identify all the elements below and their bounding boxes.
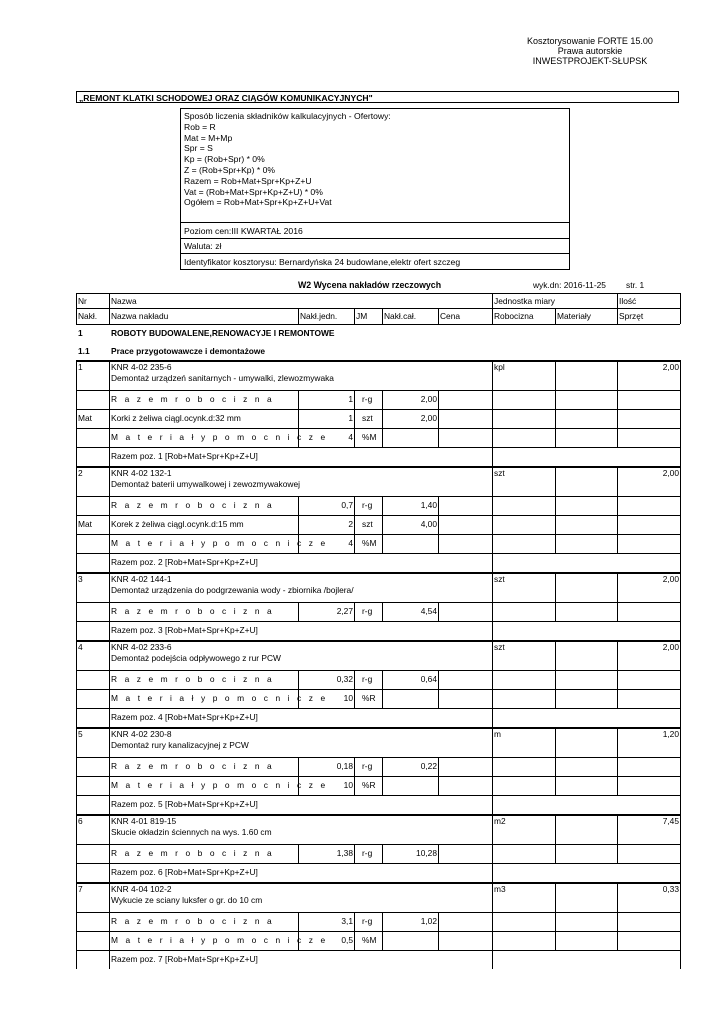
resource-name: R a z e m r o b o c i z n a — [111, 500, 275, 510]
column-line — [382, 670, 383, 708]
resource-row-line — [76, 428, 680, 429]
resource-jm: r-g — [362, 848, 373, 858]
table-border — [76, 308, 680, 309]
column-line — [298, 757, 299, 795]
summary-row-line — [76, 447, 680, 448]
column-line — [382, 496, 383, 553]
resource-name: M a t e r i a ł y p o m o c n i c z e — [111, 935, 328, 945]
column-line — [617, 670, 618, 708]
resource-jm: r-g — [362, 394, 373, 404]
position-code: KNR 4-02 233-6 — [111, 642, 172, 652]
column-line — [555, 670, 556, 708]
resource-row-line — [76, 515, 680, 516]
column-line — [76, 727, 77, 814]
currency: Waluta: zł — [184, 241, 222, 251]
position-number: 6 — [78, 816, 83, 826]
position-description: Demontaż podejścia odpływowego z rur PCW — [111, 653, 281, 663]
column-line — [617, 496, 618, 553]
table-border — [76, 324, 680, 325]
col-name: Nazwa — [111, 296, 137, 306]
column-line — [617, 640, 618, 670]
resource-unit-norm: 0,7 — [341, 500, 353, 510]
column-line — [438, 844, 439, 863]
resource-name: R a z e m r o b o c i z n a — [111, 761, 275, 771]
column-line — [680, 814, 681, 882]
price-level: Poziom cen:III KWARTAŁ 2016 — [184, 226, 303, 236]
column-line — [492, 640, 493, 727]
resource-name: R a z e m r o b o c i z n a — [111, 848, 275, 858]
column-line — [354, 912, 355, 950]
column-line — [109, 727, 110, 814]
column-line — [109, 814, 110, 882]
column-line — [617, 572, 618, 602]
position-quantity: 2,00 — [662, 574, 679, 584]
calc-method-line: Rob = R — [184, 121, 216, 132]
column-line — [617, 466, 618, 496]
resource-unit-norm: 10 — [343, 780, 353, 790]
col-unit-norm: Nakł.jedn. — [300, 311, 338, 321]
resource-name: M a t e r i a ł y p o m o c n i c z e — [111, 780, 328, 790]
col-total-norm: Nakł.cał. — [384, 311, 417, 321]
position-unit: szt — [494, 574, 505, 584]
resource-jm: r-g — [362, 674, 373, 684]
column-line — [382, 757, 383, 795]
column-line — [617, 390, 618, 447]
position-unit: szt — [494, 468, 505, 478]
column-line — [617, 844, 618, 863]
resource-name: M a t e r i a ł y p o m o c n i c z e — [111, 538, 328, 548]
position-description: Demontaż urządzeń sanitarnych - umywalki, zlewozmywaka — [111, 373, 334, 383]
column-line — [298, 602, 299, 621]
position-quantity: 2,00 — [662, 642, 679, 652]
section-title: ROBOTY BUDOWALENE,RENOWACYJE I REMONTOWE — [111, 328, 335, 338]
summary-row-line — [76, 863, 680, 864]
column-line — [354, 844, 355, 863]
col-price: Cena — [440, 311, 461, 321]
column-line — [555, 814, 556, 844]
resource-jm: r-g — [362, 606, 373, 616]
position-summary: Razem poz. 4 [Rob+Mat+Spr+Kp+Z+U] — [111, 712, 258, 722]
position-code: KNR 4-02 235-6 — [111, 362, 172, 372]
position-number: 3 — [78, 574, 83, 584]
resource-type: Mat — [78, 413, 92, 423]
position-code: KNR 4-02 144-1 — [111, 574, 172, 584]
column-line — [617, 757, 618, 795]
position-unit: szt — [494, 642, 505, 652]
col-resource-name: Nazwa nakładu — [111, 311, 169, 321]
column-line — [492, 572, 493, 640]
column-line — [76, 882, 77, 969]
column-line — [298, 844, 299, 863]
column-line — [354, 390, 355, 447]
resource-name: R a z e m r o b o c i z n a — [111, 916, 275, 926]
company-name: INWESTPROJEKT-SŁUPSK — [532, 56, 648, 66]
table-border — [109, 293, 110, 324]
column-line — [109, 572, 110, 640]
table-border — [492, 293, 493, 324]
column-line — [492, 882, 493, 969]
column-line — [680, 727, 681, 814]
position-number: 2 — [78, 468, 83, 478]
col-materials: Materiały — [557, 311, 591, 321]
position-summary: Razem poz. 7 [Rob+Mat+Spr+Kp+Z+U] — [111, 954, 258, 964]
resource-total-norm: 2,00 — [420, 394, 437, 404]
table-border — [617, 293, 618, 324]
column-line — [438, 390, 439, 447]
resource-jm: %R — [362, 780, 376, 790]
separator — [181, 238, 569, 239]
resource-jm: r-g — [362, 761, 373, 771]
position-number: 4 — [78, 642, 83, 652]
position-quantity: 1,20 — [662, 729, 679, 739]
resource-total-norm: 4,54 — [420, 606, 437, 616]
resource-row-line — [76, 670, 680, 671]
table-border — [680, 293, 681, 324]
column-line — [492, 814, 493, 882]
resource-name: Korek z żeliwa ciągl.ocynk.d:15 mm — [111, 519, 244, 529]
column-line — [109, 466, 110, 572]
column-line — [492, 360, 493, 466]
resource-jm: r-g — [362, 916, 373, 926]
position-unit: m2 — [494, 816, 506, 826]
column-line — [680, 360, 681, 466]
resource-name: R a z e m r o b o c i z n a — [111, 606, 275, 616]
resource-row-line — [76, 931, 680, 932]
resource-row-line — [76, 390, 680, 391]
position-description: Demontaż rury kanalizacyjnej z PCW — [111, 740, 249, 750]
resource-name: Korki z żeliwa ciągl.ocynk.d:32 mm — [111, 413, 241, 423]
column-line — [76, 814, 77, 882]
column-line — [617, 912, 618, 950]
column-line — [76, 640, 77, 727]
table-border — [76, 293, 680, 294]
resource-jm: %M — [362, 935, 377, 945]
table-border — [298, 308, 299, 324]
summary-row-line — [76, 795, 680, 796]
position-unit: m — [494, 729, 501, 739]
column-line — [382, 390, 383, 447]
calc-method-box — [180, 108, 570, 270]
resource-unit-norm: 1 — [348, 394, 353, 404]
calc-method-line: Mat = M+Mp — [184, 132, 233, 143]
resource-unit-norm: 0,32 — [336, 674, 353, 684]
resource-total-norm: 10,28 — [416, 848, 437, 858]
summary-row-line — [76, 708, 680, 709]
column-line — [555, 602, 556, 621]
table-border — [354, 308, 355, 324]
col-labour: Robocizna — [494, 311, 534, 321]
position-number: 7 — [78, 884, 83, 894]
position-quantity: 2,00 — [662, 468, 679, 478]
column-line — [354, 602, 355, 621]
resource-name: R a z e m r o b o c i z n a — [111, 394, 275, 404]
summary-row-line — [76, 621, 680, 622]
position-unit: m3 — [494, 884, 506, 894]
column-line — [76, 466, 77, 572]
resource-row-line — [76, 689, 680, 690]
column-line — [617, 360, 618, 390]
col-nakl: Nakł. — [78, 311, 98, 321]
column-line — [555, 572, 556, 602]
position-summary: Razem poz. 2 [Rob+Mat+Spr+Kp+Z+U] — [111, 557, 258, 567]
column-line — [382, 844, 383, 863]
column-line — [438, 496, 439, 553]
position-description: Demontaż urządzenia do podgrzewania wody - zbiornika /bojlera/ — [111, 585, 354, 595]
col-equipment: Sprzęt — [619, 311, 644, 321]
column-line — [555, 844, 556, 863]
position-number: 1 — [78, 362, 83, 372]
resource-unit-norm: 4 — [348, 432, 353, 442]
resource-row-line — [76, 409, 680, 410]
calc-method-line: Z = (Rob+Spr+Kp) * 0% — [184, 165, 275, 175]
resource-unit-norm: 3,1 — [341, 916, 353, 926]
project-title: „REMONT KLATKI SCHODOWEJ ORAZ CIĄGÓW KOMUNIKACYJNYCH" — [76, 91, 679, 103]
resource-total-norm: 1,40 — [420, 500, 437, 510]
resource-total-norm: 0,22 — [420, 761, 437, 771]
position-code: KNR 4-01 819-15 — [111, 816, 177, 826]
table-border — [76, 293, 77, 324]
column-line — [76, 360, 77, 466]
resource-total-norm: 2,00 — [420, 413, 437, 423]
calc-method-line: Kp = (Rob+Spr) * 0% — [184, 154, 265, 165]
column-line — [680, 640, 681, 727]
calc-method-line: Ogółem = Rob+Mat+Spr+Kp+Z+U+Vat — [184, 197, 332, 208]
resource-row-line — [76, 912, 680, 913]
column-line — [354, 757, 355, 795]
resource-row-line — [76, 602, 680, 603]
column-line — [354, 496, 355, 553]
resource-row-line — [76, 844, 680, 845]
column-line — [680, 882, 681, 969]
column-line — [438, 912, 439, 950]
summary-row-line — [76, 950, 680, 951]
resource-row-line — [76, 776, 680, 777]
col-jm: JM — [356, 311, 368, 321]
position-code: KNR 4-04 102-2 — [111, 884, 172, 894]
resource-unit-norm: 2,27 — [336, 606, 353, 616]
column-line — [680, 466, 681, 572]
generated-date: wyk.dn: 2016-11-25 — [533, 280, 606, 290]
column-line — [298, 670, 299, 708]
position-description: Demontaż baterii umywalkowej i zewozmywakowej — [111, 479, 300, 489]
column-line — [382, 602, 383, 621]
resource-name: M a t e r i a ł y p o m o c n i c z e — [111, 432, 328, 442]
column-line — [617, 727, 618, 757]
section-number: 1 — [78, 328, 83, 338]
position-quantity: 2,00 — [662, 362, 679, 372]
resource-row-line — [76, 534, 680, 535]
column-line — [382, 912, 383, 950]
column-line — [555, 757, 556, 795]
calc-method-line: Razem = Rob+Mat+Spr+Kp+Z+U — [184, 175, 312, 186]
summary-row-line — [76, 553, 680, 554]
column-line — [438, 602, 439, 621]
resource-jm: szt — [362, 519, 373, 529]
resource-name: R a z e m r o b o c i z n a — [111, 674, 275, 684]
resource-jm: %M — [362, 432, 377, 442]
column-line — [555, 912, 556, 950]
position-quantity: 0,33 — [662, 884, 679, 894]
separator — [181, 253, 569, 254]
position-summary: Razem poz. 6 [Rob+Mat+Spr+Kp+Z+U] — [111, 867, 258, 877]
column-line — [438, 670, 439, 708]
report-title: W2 Wycena nakładów rzeczowych — [298, 280, 442, 290]
column-line — [555, 360, 556, 390]
column-line — [555, 496, 556, 553]
table-border — [555, 308, 556, 324]
resource-unit-norm: 10 — [343, 693, 353, 703]
column-line — [438, 757, 439, 795]
column-line — [555, 390, 556, 447]
resource-jm: %R — [362, 693, 376, 703]
resource-jm: r-g — [362, 500, 373, 510]
resource-unit-norm: 1 — [348, 413, 353, 423]
column-line — [617, 882, 618, 912]
page-number: str. 1 — [626, 280, 645, 290]
subsection-number: 1.1 — [78, 346, 90, 356]
column-line — [555, 882, 556, 912]
resource-type: Mat — [78, 519, 92, 529]
position-summary: Razem poz. 1 [Rob+Mat+Spr+Kp+Z+U] — [111, 451, 258, 461]
position-summary: Razem poz. 3 [Rob+Mat+Spr+Kp+Z+U] — [111, 625, 258, 635]
resource-unit-norm: 1,38 — [336, 848, 353, 858]
column-line — [555, 466, 556, 496]
column-line — [298, 912, 299, 950]
position-description: Wykucie ze sciany luksfer o gr. do 10 cm — [111, 895, 263, 905]
resource-name: M a t e r i a ł y p o m o c n i c z e — [111, 693, 328, 703]
column-line — [617, 602, 618, 621]
resource-unit-norm: 2 — [348, 519, 353, 529]
table-border — [438, 308, 439, 324]
column-line — [298, 390, 299, 447]
subsection-title: Prace przygotowawcze i demontażowe — [111, 346, 266, 356]
position-number: 5 — [78, 729, 83, 739]
column-line — [555, 727, 556, 757]
resource-row-line — [76, 496, 680, 497]
resource-unit-norm: 4 — [348, 538, 353, 548]
column-line — [109, 360, 110, 466]
resource-jm: szt — [362, 413, 373, 423]
col-qty: Ilość — [619, 296, 637, 306]
position-unit: kpl — [494, 362, 505, 372]
resource-unit-norm: 0,18 — [336, 761, 353, 771]
resource-total-norm: 0,64 — [420, 674, 437, 684]
resource-total-norm: 1,02 — [420, 916, 437, 926]
resource-jm: %M — [362, 538, 377, 548]
position-summary: Razem poz. 5 [Rob+Mat+Spr+Kp+Z+U] — [111, 799, 258, 809]
column-line — [617, 814, 618, 844]
estimate-identifier: Identyfikator kosztorysu: Bernardyńska 24 budowlane,elektr ofert szczeg — [184, 257, 461, 267]
position-code: KNR 4-02 230-8 — [111, 729, 172, 739]
separator — [181, 222, 569, 223]
column-line — [680, 572, 681, 640]
calc-method-line: Spr = S — [184, 143, 213, 154]
column-line — [298, 496, 299, 553]
position-quantity: 7,45 — [662, 816, 679, 826]
rights-note: Prawa autorskie — [557, 46, 623, 56]
calc-method-line: Sposób liczenia składników kalkulacyjnych - Ofertowy: — [184, 111, 391, 121]
col-unit: Jednostka miary — [494, 296, 555, 306]
software-name: Kosztorysowanie FORTE 15.00 — [527, 36, 653, 46]
resource-row-line — [76, 757, 680, 758]
position-description: Skucie okładzin ściennych na wys. 1.60 cm — [111, 827, 272, 837]
resource-unit-norm: 0,5 — [341, 935, 353, 945]
resource-total-norm: 4,00 — [420, 519, 437, 529]
col-nr: Nr — [78, 296, 87, 306]
position-code: KNR 4-02 132-1 — [111, 468, 172, 478]
column-line — [109, 640, 110, 727]
column-line — [109, 882, 110, 969]
column-line — [76, 572, 77, 640]
column-line — [354, 670, 355, 708]
column-line — [492, 466, 493, 572]
column-line — [555, 640, 556, 670]
column-line — [492, 727, 493, 814]
table-border — [382, 308, 383, 324]
calc-method-line: Vat = (Rob+Mat+Spr+Kp+Z+U) * 0% — [184, 186, 323, 197]
